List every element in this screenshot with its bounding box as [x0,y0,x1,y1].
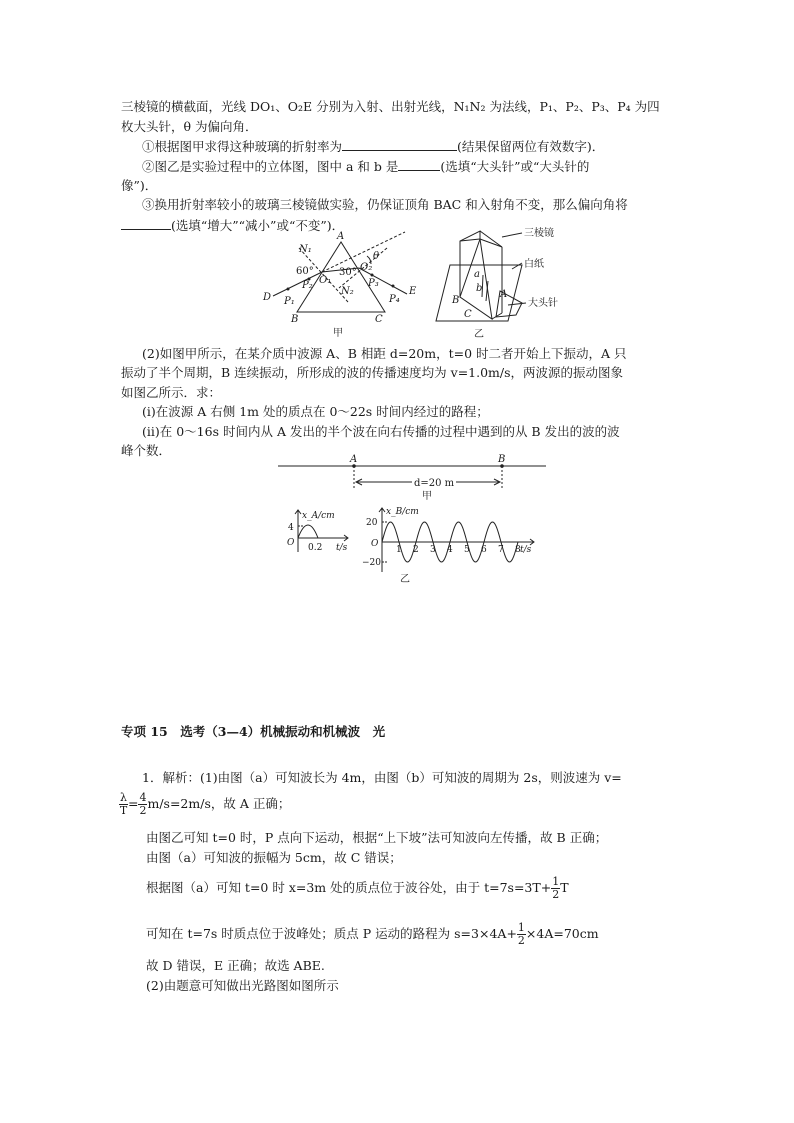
fraction-4-2: $\frac{4}{2}$ [139,791,147,817]
pin-p4 [392,285,395,288]
answer-line8: (2)由题意可知做出光路图如图所示 [146,978,339,993]
graph-source-b [362,504,542,586]
label-A: A [500,289,508,300]
q1-sub2 [142,156,589,177]
graph-a-ylabel: x_A/cm [302,511,335,521]
caption-yi: 乙 [400,574,410,585]
label-p4: P₄ [389,294,400,305]
section-title: 专项 15 选考（3—4）机械振动和机械波 光 [121,724,386,739]
label-c: C [375,314,383,325]
graph-b-xtick: 5 [464,545,470,555]
prism-3d-diagram [430,225,570,343]
label-pin: 大头针 [528,298,558,309]
q2-line3: 如图乙所示．求： [121,385,222,400]
graph-a-half-wave [298,525,318,538]
answer-line5: 根据图（a）可知 t=0 时 x=3m 处的质点位于波谷处，由于 t=7s=3T+ $\frac{1}{2}$ T [146,875,569,901]
graph-b-ybottom: −20 [362,558,381,568]
label-paper: 白纸 [524,259,544,270]
label-a: A [350,454,358,465]
answer-line3: 由图乙可知 t=0 时，P 点向下运动，根据“上下坡”法可知波向左传播，故 B 正确； [146,830,608,845]
q1-intro-line2: 枚大头针，θ 为偏向角． [121,119,258,134]
q1-sub3-note: (选填“增大”“减小”或“不变”)． [171,218,345,233]
label-angle60: 60° [296,266,314,277]
label-b: b [476,283,483,294]
caption-jia: 甲 [333,328,343,339]
answer-line1: 1．解析：(1)由图（a）可知波长为 4m，由图（b）可知波的周期为 2s，则波速为 v= [142,770,622,785]
answer-line2-rest: m/s=2m/s，故 A 正确； [147,796,291,811]
answer-line6: 可知在 t=7s 时质点位于波峰处；质点 P 运动的路程为 s=3×4A+ $\frac{1}{2}$ ×4A=70cm [146,921,599,947]
graph-a-xlabel: t/s [336,543,348,553]
caption-yi: 乙 [474,329,484,340]
graph-a-origin: O [287,538,295,548]
graph-b-xtick: 8 [515,545,521,555]
q2-line1: (2)如图甲所示，在某介质中波源 A、B 相距 d=20m，t=0 时二者开始上下振动，A 只 [142,346,627,361]
label-a: A [337,231,345,242]
graph-b-xlabel: t/s [520,545,532,555]
q1-intro-line1: 三棱镜的横截面，光线 DO₁、O₂E 分别为入射、出射光线，N₁N₂ 为法线，P₁、P₂、P₃、P₄ 为四 [121,99,660,114]
q2-part-ii: (ⅱ)在 0～16s 时间内从 A 发出的半个波在向右传播的过程中遇到的从 B 发出的波的波 [142,424,620,439]
graph-b-ylabel: x_B/cm [386,507,419,517]
answer-blank [342,136,457,151]
label-o1: O₁ [319,275,332,286]
paper-label-leader [512,263,522,269]
answer-line2: $\frac{\lambda}{T}$ = $\frac{4}{2}$ m/s=2m/s，故 A 正确； [119,791,291,817]
prism-diagram [255,228,415,343]
q1-sub2-text: ②图乙是实验过程中的立体图，图中 a 和 b 是 [142,159,399,174]
label-B: B [452,295,460,306]
answer-blank [398,156,440,171]
graph-b-xtick: 6 [481,545,487,555]
graph-b-ytop: 20 [366,518,378,528]
graph-b-xtick: 4 [447,545,453,555]
graph-a-xtick: 0.2 [308,543,323,553]
graph-b-xtick: 3 [430,545,436,555]
graph-b-xtick: 1 [396,545,402,555]
graph-b-xtick: 2 [413,545,419,555]
label-b: B [291,314,299,325]
label-b: B [498,454,506,465]
label-d: D [263,292,272,303]
q1-sub2-note: (选填“大头针”或“大头针的 [440,159,590,174]
prism-label-leader [502,233,522,237]
pin-label-leader [508,303,526,305]
pin-p1 [287,288,290,291]
label-o2: O₂ [360,262,373,273]
label-theta: θ [373,251,380,262]
fraction-lambda-t: $\frac{\lambda}{T}$ [119,791,128,817]
label-n2: N₂ [341,286,354,297]
label-p1: P₁ [284,296,295,307]
graph-b-xtick: 7 [498,545,504,555]
label-p2: P₂ [302,280,313,291]
label-C: C [464,309,472,320]
sources-line-diagram [278,454,548,502]
graph-source-a [284,508,354,558]
caption-jia: 甲 [422,491,432,502]
fraction-half: $\frac{1}{2}$ [517,921,525,947]
answer-blank [121,215,171,230]
q1-sub3: ③换用折射率较小的玻璃三棱镜做实验，仍保证顶角 BAC 和入射角不变，那么偏向角将 [142,197,628,212]
label-distance: d=20 m [414,478,455,489]
label-a: a [474,269,480,280]
q2-line2: 振动了半个周期，B 连续振动，所形成的波的传播速度均为 v=1.0m/s，两波源的振动图象 [121,365,624,380]
label-n1: N₁ [299,244,312,255]
label-e: E [409,286,417,297]
label-angle30: 30° [339,267,357,278]
answer-line4: 由图（a）可知波的振幅为 5cm，故 C 错误； [146,850,402,865]
pin-p3 [371,274,374,277]
label-p3: P₃ [368,278,379,289]
answer-line7: 故 D 错误，E 正确；故选 ABE. [146,958,325,973]
label-prism: 三棱镜 [524,228,554,239]
q1-sub1-note: (结果保留两位有效数字)． [457,139,605,154]
q1-sub1 [142,136,604,157]
q1-sub1-text: ①根据图甲求得这种玻璃的折射率为 [142,139,343,154]
q2-part-ii-cont: 峰个数． [121,443,172,458]
q2-part-i: (ⅰ)在波源 A 右侧 1m 处的质点在 0～22s 时间内经过的路程； [142,404,489,419]
fraction-half: $\frac{1}{2}$ [552,875,560,901]
graph-a-ytick: 4 [288,523,294,533]
graph-b-origin: O [371,539,379,549]
q1-sub2-cont: 像”)． [121,178,158,193]
